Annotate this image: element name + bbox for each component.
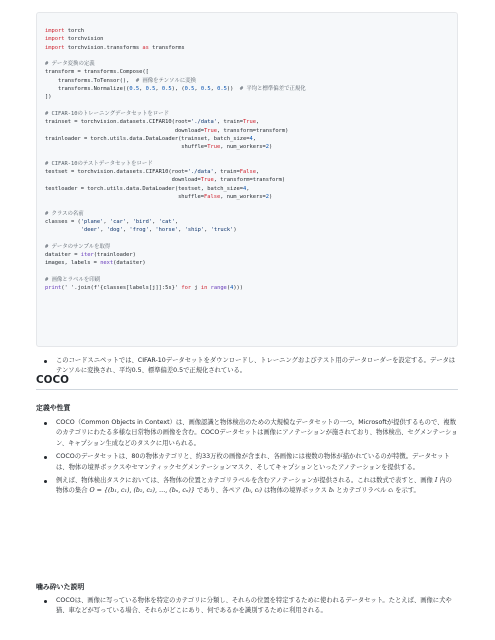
code-token: , — [100, 227, 107, 234]
code-token: 'deer' — [80, 227, 101, 234]
code-token: import — [45, 28, 65, 34]
code-token: , — [255, 169, 260, 176]
code-token: print — [45, 285, 62, 292]
code-line — [45, 27, 457, 35]
code-token: import — [45, 44, 65, 51]
definition-bullet-3-text-3: であり、各ペア — [194, 487, 243, 495]
code-line — [45, 118, 457, 126]
code-line — [45, 168, 457, 176]
code-line — [45, 85, 457, 93]
code-token: True — [204, 127, 218, 134]
code-line — [45, 110, 457, 118]
code-token: # データ変換の定義 — [45, 61, 95, 68]
definition-bullet-2: COCOのデータセットは、80の物体カテゴリと、約33万枚の画像が含まれ、各画像には複数の物体が描かれているのが特徴。データセットは、物体の境界ボックスやセマンティックセグメンテーションマスク、そしてキャプションといったアノテーションを提供する。 — [40, 452, 458, 473]
definition-bullet-3 — [40, 476, 458, 497]
code-token: (dataiter) — [113, 260, 146, 267]
code-line — [45, 268, 457, 276]
code-token: 0.5 — [184, 86, 195, 93]
code-token: ), ( — [171, 86, 185, 93]
code-line — [45, 93, 457, 101]
code-token: shuffle= — [45, 144, 208, 151]
code-token: 'car' — [109, 218, 127, 225]
code-token: torch — [64, 28, 84, 34]
code-line — [45, 276, 457, 284]
code-token: ) — [268, 193, 273, 200]
code-line — [45, 60, 457, 68]
code-token: , transform=transform) — [213, 177, 286, 184]
code-token: testset = torchvision.datasets.CIFAR10(root= — [45, 169, 188, 176]
code-token: ) — [268, 144, 273, 151]
code-token: , — [252, 135, 256, 142]
code-line — [45, 226, 457, 234]
code-line — [45, 68, 457, 76]
code-token: (' '.join(f'{classes[labels[j]]:5s}' — [61, 285, 182, 292]
code-line — [45, 135, 457, 143]
code-token: 'horse' — [155, 227, 179, 234]
code-token: # 画像をテンソルに変換 — [135, 77, 197, 84]
math-bbox: bᵢ — [328, 487, 335, 495]
math-object-set: O = {(b₁, c₁), (b₂, c₂), …, (bₙ, cₙ)} — [89, 487, 195, 495]
code-token: 2 — [265, 193, 269, 200]
code-line — [45, 102, 457, 110]
plain-heading: 噛み砕いた説明 — [36, 583, 85, 591]
code-token: 'dog' — [106, 227, 123, 234]
code-token: transforms.Normalize(( — [45, 86, 130, 93]
code-line — [45, 143, 457, 151]
code-token: , — [139, 86, 146, 93]
code-token: transform = transforms.Compose([ — [45, 69, 149, 76]
code-token: import — [45, 36, 65, 43]
definition-bullet-1: COCO（Common Objects in Context）は、画像認識と物体検出のための大規模なデータセットの一つ。Microsoftが提供するもので、複数のカテゴリにわたる多様な日常物体の画像を含む。COCOデータセットは画像にアノテーションが施されており、物体検出、セグメンテーション、キャプション生成などのタスクに用いられる。 — [40, 418, 458, 449]
code-token: 'bird' — [132, 218, 153, 225]
code-token: dataiter = — [45, 252, 81, 259]
code-token: , — [194, 86, 201, 93]
code-token: , — [210, 86, 218, 93]
math-label: cᵢ — [388, 487, 394, 495]
code-token: , train= — [217, 119, 243, 126]
code-token: torchvision — [64, 36, 104, 43]
code-line — [45, 193, 457, 201]
definition-bullet-3-text-1: 例えば、物体検出タスクにおいては、各物体の位置とカテゴリラベルを含むアノテーションが提供される。これは数式で表すと、画像 — [56, 477, 435, 485]
code-token: download= — [45, 177, 201, 184]
code-token: range — [210, 285, 227, 292]
code-token: 0.5 — [129, 86, 140, 93]
code-token: , train= — [213, 169, 240, 176]
code-token: , — [246, 185, 250, 192]
code-token: , — [178, 227, 185, 234]
definition-bullet-3-text-6: を示す。 — [393, 487, 420, 495]
code-token: # CIFAR-10のテストデータセットをロード — [45, 160, 153, 167]
code-token: , — [126, 218, 133, 225]
code-token: , — [103, 218, 110, 225]
code-token: next — [100, 260, 114, 267]
code-token: # CIFAR-10のトレーニングデータセットをロード — [45, 110, 169, 117]
code-token: 0.5 — [217, 86, 227, 93]
code-token: in — [200, 285, 208, 292]
code-line — [45, 210, 457, 218]
code-line — [45, 243, 457, 251]
code-token: 4 — [249, 135, 253, 142]
code-line — [45, 160, 457, 168]
code-token: , — [152, 218, 159, 225]
code-token: , — [255, 119, 260, 126]
code-token: 0.5 — [145, 86, 156, 93]
code-token: , — [148, 227, 156, 234]
section-title: COCO — [36, 374, 458, 390]
code-line — [45, 127, 457, 135]
code-line — [45, 251, 457, 259]
code-token: , — [155, 86, 162, 93]
code-token: 'cat' — [158, 218, 175, 225]
code-token: , num_workers= — [220, 193, 266, 200]
code-token: iter — [80, 252, 94, 259]
definition-bullet-3-text-2: 内の物体の集合 — [56, 477, 452, 495]
code-token: './data' — [187, 169, 214, 176]
code-token: download= — [45, 127, 205, 134]
code-token: True — [200, 177, 214, 184]
code-token: shuffle= — [45, 193, 205, 200]
code-token: j — [191, 285, 201, 292]
code-token: 'plane' — [80, 218, 104, 225]
code-token: , num_workers= — [220, 144, 266, 151]
code-token: trainloader = torch.utils.data.DataLoader(trainset, batch_size= — [45, 135, 250, 142]
code-token: classes = ( — [45, 218, 81, 225]
code-token: , — [174, 218, 179, 225]
code-token: , — [204, 227, 211, 234]
code-token: False — [239, 169, 256, 176]
code-line — [45, 218, 457, 226]
code-token: 'truck' — [210, 227, 234, 234]
code-token: transforms — [148, 44, 185, 51]
code-token: # 平均と標準偏差で正規化 — [239, 86, 306, 93]
code-token: as — [142, 44, 149, 51]
code-line — [45, 259, 457, 267]
definition-bullet-3-text-4: は物体の境界ボックス — [262, 487, 329, 495]
code-token: 'frog' — [129, 227, 149, 234]
code-token: torchvision.transforms — [64, 44, 143, 51]
code-line — [45, 35, 457, 43]
code-line — [45, 151, 457, 159]
code-line — [45, 52, 457, 60]
code-token: True — [207, 144, 221, 151]
code-token: './data' — [191, 119, 218, 126]
definition-heading: 定義や性質 — [36, 404, 71, 412]
math-image-I: I — [434, 477, 438, 485]
intro-bullet: このコードスニペットでは、CIFAR-10データセットをダウンロードし、トレーニングおよびテスト用のデータローダーを設定する。データはテンソルに変換され、平均0.5、標準偏差0.5で正規化されている。 — [40, 356, 458, 377]
code-line — [45, 77, 457, 85]
code-block — [36, 12, 458, 347]
code-token: )) — [226, 86, 240, 93]
code-token: # クラスの名前 — [45, 210, 84, 217]
code-token: ) — [233, 227, 237, 234]
code-token: trainset = torchvision.datasets.CIFAR10(root= — [45, 119, 192, 126]
code-token: ))) — [233, 285, 244, 292]
code-token: (trainloader) — [93, 252, 136, 259]
code-token: ]) — [45, 94, 52, 101]
code-token: for — [181, 285, 192, 292]
code-token — [45, 227, 81, 233]
code-token: testloader = torch.utils.data.DataLoader(testset, batch_size= — [45, 185, 243, 192]
plain-list — [40, 596, 458, 617]
code-token: , — [122, 227, 130, 234]
code-token: 4 — [242, 185, 247, 192]
definition-list — [40, 418, 458, 497]
code-token: True — [242, 119, 256, 126]
code-line — [45, 284, 457, 292]
code-token: 2 — [265, 144, 269, 151]
code-token: # 画像とラベルを印刷 — [45, 276, 101, 283]
code-line — [45, 185, 457, 193]
code-line — [45, 176, 457, 184]
code-token: 4 — [230, 285, 234, 292]
code-token: ( — [226, 285, 231, 292]
code-token: 0.5 — [161, 86, 172, 93]
code-token: False — [204, 193, 221, 200]
code-token: # データのサンプルを取得 — [45, 243, 111, 250]
code-line — [45, 201, 457, 209]
code-token: images, labels = — [45, 260, 101, 267]
math-pair: (bᵢ, cᵢ) — [242, 487, 262, 495]
definition-bullet-3-text-5: とカテゴリラベル — [334, 487, 389, 495]
code-line — [45, 44, 457, 52]
code-line — [45, 234, 457, 242]
code-token: 0.5 — [200, 86, 211, 93]
plain-bullet: COCOは、画像に写っている物体を特定のカテゴリに分類し、それらの位置を特定するために使われるデータセット。たとえば、画像に犬や猫、車などが写っている場合、それらがどこにあり、何であるかを識別するために利用される。 — [40, 596, 458, 617]
code-token: 'ship' — [184, 227, 205, 234]
code-token: , transform=transform) — [217, 127, 289, 134]
code-token: transforms.ToTensor(), — [45, 77, 136, 84]
